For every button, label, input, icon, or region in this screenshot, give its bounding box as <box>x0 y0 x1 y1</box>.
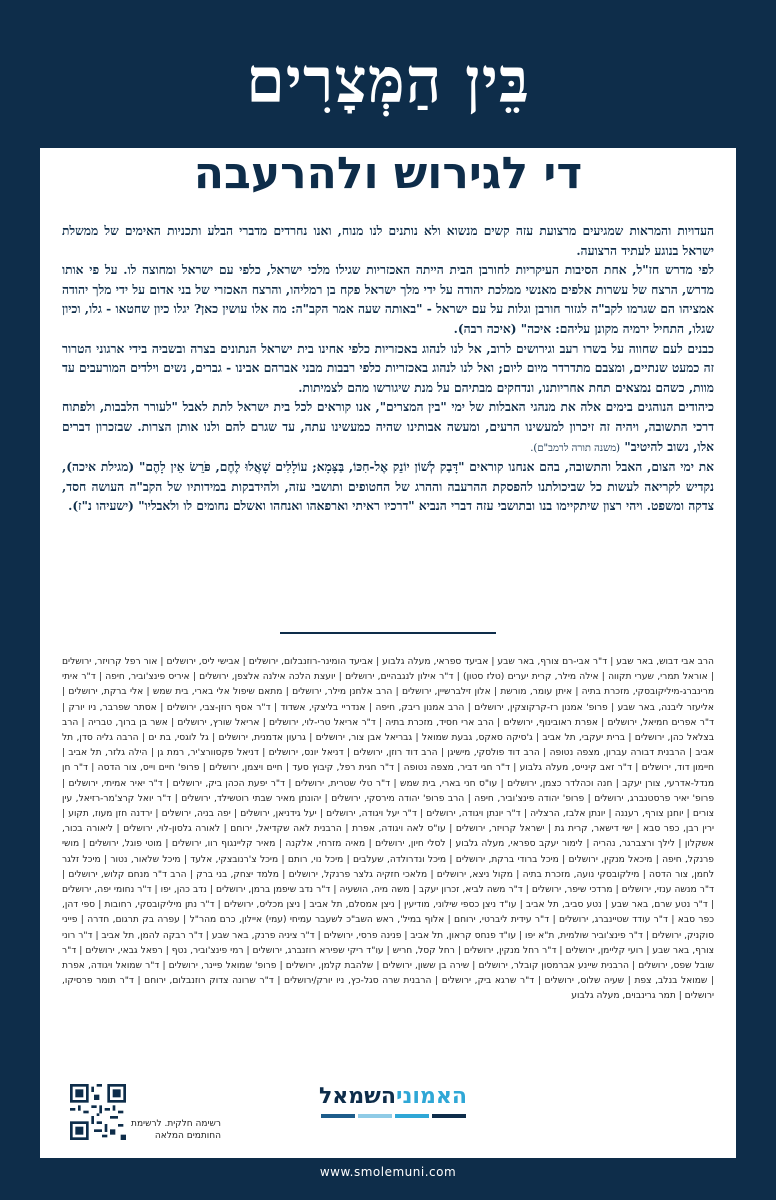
logo-suffix: האמוני <box>395 1084 468 1109</box>
logo-stripe <box>432 1114 466 1118</box>
qr-code-icon[interactable] <box>70 1084 126 1140</box>
logo-prefix: השמאל <box>318 1084 396 1109</box>
header-band <box>183 0 593 30</box>
logo-stripe <box>358 1114 392 1118</box>
logo-text <box>318 1086 468 1108</box>
paragraph-1: העדויות והמראות שמגיעים מרצועת עזה קשים מנשוא ולא נותנים לנו מנוח, ואנו נחרדים מדברי הבלע ותכניות האימים של ממשלת ישראל בנוגע לעתיד הרצועה. <box>62 224 714 258</box>
signers-list: הרב אבי דבוש, באר שבע | ד"ר אבי-רם צורף, באר שבע | אביעד ספראי, מעלה גלבוע | אביעד הומינר-רוזנבלום, ירושלים | אבישי ליס, ירושלים | אור רפל קרויזר, ירושלים | אוראל תמרי, שערי תקווה | אילה מילר, קרית יערים (טלז סטון) | ד"ר אילון לנגבהיים, ירושלים | יועצת הלכה אילנה אלצפן, ירושלים | איריס פינצ'וביר, חיפה | ד"ר איתי מרינברג-מיליקובסקי, מזכרת בתיה | איתן עומר, מורשת | אלון זילברשיין, ירושלים | הרב אלחנן מילר, ירושלים | מתאם שיפול אלי בארי, בית שמש | אלי ברקת, ירושלים | אליעזר ליבנה, באר שבע | פרופ' אמנון רז-קרקוצקין, ירושלים | הרב אמנון ריבק, חיפה | אנדריי בליצקי, אשדוד | ד"ר אסף רוזן-צבי, ירושלים | אסתר שפרבר, ניו יורק | ד"ר אפרים חמיאל, ירושלים | אפרת ראובינוף, ירושלים | הרב ארי חסיד, מזכרת בתיה | ד"ר אריאל טרי-לוי, ירושלים | אריאל שורץ, ירושלים | אשר בן ברוך, טבריה | הרב בצלאל כהן, ירושלים | ברית יעקבי, תל אביב | ג'סיקה סאקס, גבעת שמואל | גבריאל אבן צור, ירושלים | גרעון אדמנית, ירושלים | גל לוגסי, בת ים | הרבה גליה סדן, תל אביב | הרבנית דבורה עברון, מצפה נטופה | הרב דוד פולסקי, מישיגן | הרב דוד רוזן, ירושלים | דניאל יונס, ירושלים | דניאל פקסוורצ'יר, רמת גן | הילה גלזר, תל אביב | חיימון דוד, ירושלים | ד"ר זאב קינייס, מעלה גלבוע | ד"ר חגי דביר, מצפה נטופה | ד"ר חגית רפל, קיבוץ סעד | חיים ויצמן, ירושלים | פרופ' חיים וייס, צור הדסה | ד"ר חן מנדל-אדרעי, צורן יעקב | חנה וכהלדר כצמן, ירושלים | עו"ס חני בארי, בית שמש | ד"ר טלי שטרית, ירושלים | ד"ר יפעת הכהן ביק, ירושלים | ד"ר יאיר אמיתי, ירושלים | פרופ' יאיר פרסטנברג, ירושלים | פרופ' יהודה פינצ'וביר, חיפה | הרב פרופ' יהודה מירסקי, ירושלים | יהונתן מאיר שבתי רוטשילד, ירושלים | ד"ר יואל קרצ'מר-רזיאל, עין צורים | יוחנן צורף, רעננה | יונתן אלבז, הרצליה | ד"ר יונתן ויגודה, ירושלים | ד"ר יעל ויגודה, ירושלים | יעל גידניאן, ירושלים | יפה בניה, ירושלים | ירדנה חזן מעוז, תקוע | ירין רבן, כפר סבא | ישי דישאר, קרית גת | ישראל קרויזר, ירושלים | עו"ס לאה ויגודה, אפרת | הרבנית לאה שקדיאל, ירוחם | לאורה גלסון-לוי, ירושלים | ליאורה בכור, אשקלון | לילך ורצברגר, נהריה | לימור יעקב ספראי, מעלה גלבוע | לסלי חיון, ירושלים | מאיה מזרחי, אלקנה | מאיר קליינגוף רוו, ירושלים | מוטי פוגל, ירושלים | מושי פרנקל, חיפה | מיכאל מנקין, ירושלים | מיכל ברודי ברקת, ירושלים | מיכל ונדרולדה, שעלבים | מיכל נוי, רותם | מיכל צ'רנובצקי, אלעד | מיכל שלאור, נטור | מיכל זלגר לחמן, צור הדסה | מילקובסקי נועה, מזכרת בתיה | מקול ניצא, ירושלים | מלאכי חזקיה גלצר פרנקל, ירושלים | מלמד יצחק, בני ברק | הרב ד"ר מנחם קלוש, ירושלים | ד"ר מנשה ענזי, ירושלים | מרדכי שיפר, ירושלים | ד"ר משה לביא, זכרון יעקב | משה מיה, הושעיה | ד"ר נדב שיפמן ברמן, ירושלים | נדב כהן, יפו | ד"ר נחומי יפה, ירושלים | ד"ר נטע שרם, באר שבע | נטע סביב, תל אביב | עו"ד ניצן כספי שילוני, מודיעין | ניצן אמסלם, תל אביב | ניצן מכליס, ירושלים | ד"ר נתן מיליקובסקי, רחובות | ספי דהן, כפר סבא | ד"ר עודד שטיינברג, ירושלים | ד"ר עידית ליברטי, ירוחם | אלוף במיל', ראש השב"כ לשעבר עמיחי (עמי) איילון, כרם מהר"ל | עפרה בק תרגום, חדרה | פייני סוקניק, ירושלים | ד"ר פינצ'וביר שולמית, ת"א יפו | עו"ד פנחס קראון, תל אביב | פנינה פרסי, ירושלים | ד"ר ציניה פרנק, באר שבע | ד"ר רבקה להמן, תל אביב | ד"ר רוני צורף, באר שבע | רועי קליימן, ירושלים | ד"ר רחל מנקין, ירושלים | רחל קסל, חריש | עו"ד ריקי שפירא רוזנברג, ירושלים | רמי פינצ'וביר, נטף | רפאל גבאי, ירושלים | ד"ר שובל שפס, ירושלים | הרבנית שיינע אברמסון קובלר, ירושלים | שירה בן ששון, ירושלים | שלהבת קלמן, ירושלים | פרופ' שמואל פיינר, ירושלים | ד"ר שמואל ויגודה, אפרת | שמואל בנלב, צפת | שעיה שלוס, ירושלים | ד"ר שרגא ביק, ירושלים | הרבנית שרה סגל-כץ, ניו יורק/ירושלים | ד"ר שרונה צדוק רוזנבלום, ירוחם | ד"ר תומר פרסיקו, ירושלים | תמר גרינבוים, מעלה גלבוע <box>62 657 714 1002</box>
section-divider <box>280 632 496 634</box>
logo-stripes <box>318 1114 468 1118</box>
organization-logo[interactable] <box>318 1086 468 1118</box>
headline: בֵּין הַמְּצָרִים <box>246 44 530 117</box>
paragraph-5: את ימי הצום, האבל והתשובה, בהם אנחנו קוראים "דָּבַק לְשׁוֹן יוֹנֵק אֶל-חִכּוֹ, בַּצָּמָא; עוֹלָלִים שָׁאֲלוּ לֶחֶם, פֹּרֵשׂ אֵין לָהֶם" (מגילת איכה), נקדיש לקריאה לעשות כל שביכולתנו להפסקת ההרעבה וההרג של החטופים ותושבי עזה, ולהידבקות במידותיו של הקב"ה העושה חסד, צדקה ומשפט. ויהי רצון שיתקיימו בנו ובתושבי עזה דברי הנביא "דרכיו ראיתי וארפאהו ואנחהו ואשלם נחומים לו ולאבליו" (ישעיהו נ"ז). <box>62 460 714 514</box>
logo-stripe <box>395 1114 429 1118</box>
paragraph-4 <box>62 398 714 458</box>
page-title: די לגירוש ולהרעבה <box>193 148 583 199</box>
paragraph-3: כבנים לעם שחווה על בשרו רעב וגירושים לרוב, אל לנו לנהוג באכזריות כלפי אחינו בית ישראל הנתונים בצרה ובשביה בידי ארגוני הטרור זה כמעט שנתיים, ומצבם מתדרדר מיום ליום; ואל לנו לנהוג באכזריות כלפי רבבות מבני אברהם אבינו - גברים, נשים וילדים המורעבים עד מוות, כשהם נמצאים תחת אחריותנו, ונדחקים מבתיהם על מנת שיגורשו מהם לצמיתות. <box>62 341 714 395</box>
website-link[interactable]: www.smolemuni.com <box>319 1165 457 1179</box>
logo-stripe <box>321 1114 355 1118</box>
qr-caption: רשימה חלקית. לרשימת החותמים המלאה <box>131 1119 221 1141</box>
statement-body <box>62 222 714 517</box>
paragraph-4-text: כיהודים הנוהגים בימים אלה את מנהגי האבלות של ימי "בין המצרים", אנו קוראים לכל בית ישראל לתת לאבל "לעורר הלבבות, ולפתוח דרכי התשובה, ויהיה זה זיכרון למעשינו הרעים, ומעשה אבותינו שהיה כמעשינו עתה, עד שגרם להם ולנו אותן הצרות. שבזכרון דברים אלו, נשוב להיטיב" <box>62 400 714 454</box>
paragraph-2: לפי מדרש חז"ל, אחת הסיבות העיקריות לחורבן הבית הייתה האכזריות שגילו מלכי ישראל, כלפי עם ישראל ומחוצה לו. על פי אותו מדרש, הרצח של עשרות אלפים מאנשי ממלכת יהודה על ידי מלך ישראל פקח בן רמליהו, והרצח האכזרי של בני אדום על ידי מלך יהודה אמציהו הם שגרמו לקב"ה לגזור חורבן וגלות על עם ישראל - "באותה שעה אמר הקב"ה: מה אלו עושין כאן? יגלו כיון שחטאו - גלו, וכיון שגלו, התחיל ירמיה מקונן עליהם: איכה" (איכה רבה). <box>62 263 714 336</box>
rambam-citation: (משנה תורה לרמב"ם). <box>530 442 621 454</box>
